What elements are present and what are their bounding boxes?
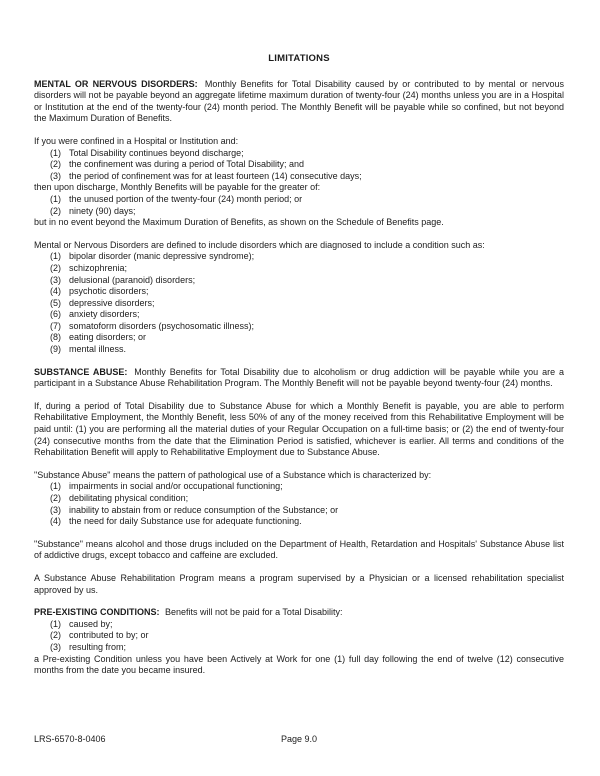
list-item-number: (8) <box>50 332 61 343</box>
mental-disorders-body: Monthly Benefits for Total Disability caused by or contributed to by mental or nervous disorders will not be payable beyond an aggregate lifetime maximum duration of twenty-four (24) months unless you are in a Hospital or Institution at the end of the twenty-four (24) month period. The Monthly Benefit will be payable while so confined, but not beyond the Maximum Duration of Benefits. <box>34 78 564 124</box>
list-item <box>50 344 564 356</box>
list-item-text: Total Disability continues beyond discharge; <box>69 147 244 158</box>
list-item-text: resulting from; <box>69 641 127 652</box>
list-item <box>50 298 564 310</box>
list-item-number: (1) <box>50 147 61 158</box>
list-item-text: the unused portion of the twenty-four (24) month period; or <box>69 193 303 204</box>
list-item-number: (3) <box>50 641 61 652</box>
mental-disorders-heading: MENTAL OR NERVOUS DISORDERS: <box>34 78 198 89</box>
confinement-conditions-list <box>34 148 564 183</box>
list-item-number: (9) <box>50 344 61 355</box>
disorders-defined-intro: Mental or Nervous Disorders are defined to include disorders which are diagnosed to include a condition such as: <box>34 239 485 250</box>
mental-disorders-paragraph <box>34 79 564 125</box>
list-item-text: depressive disorders; <box>69 297 155 308</box>
substance-abuse-characteristics-list <box>34 481 564 527</box>
list-item <box>50 275 564 287</box>
list-item-text: debilitating physical condition; <box>69 493 189 503</box>
list-item-number: (1) <box>50 193 61 204</box>
list-item <box>50 505 564 517</box>
no-event-line: but in no event beyond the Maximum Duration of Benefits, as shown on the Schedule of Benefits page. <box>34 217 444 228</box>
preexisting-conditions-list <box>34 619 564 654</box>
list-item-number: (2) <box>50 493 61 503</box>
substance-abuse-paragraph <box>34 367 564 390</box>
page-title: LIMITATIONS <box>268 53 330 64</box>
page-footer <box>34 734 564 746</box>
disorders-defined-list <box>34 251 564 355</box>
preexisting-conditions-heading: PRE-EXISTING CONDITIONS: <box>34 607 160 618</box>
list-item-text: inability to abstain from or reduce consumption of the Substance; or <box>69 504 339 515</box>
list-item-text: delusional (paranoid) disorders; <box>69 274 196 285</box>
list-item-number: (2) <box>50 630 61 641</box>
preexisting-conditions-tail: a Pre-existing Condition unless you have been Actively at Work for one (1) full day following the end of twelve (12) consecutive months from the date you became insured. <box>34 653 564 676</box>
substance-abuse-definition-intro: "Substance Abuse" means the pattern of pathological use of a Substance which is characterized by: <box>34 469 432 480</box>
list-item-text: the period of confinement was for at least fourteen (14) consecutive days; <box>69 170 362 181</box>
list-item-number: (3) <box>50 170 61 181</box>
list-item-number: (1) <box>50 618 61 629</box>
list-item-text: caused by; <box>69 618 113 629</box>
list-item <box>50 321 564 333</box>
list-item <box>50 206 564 218</box>
rehabilitation-program-paragraph: A Substance Abuse Rehabilitation Program means a program supervised by a Physician or a licensed rehabilitation specialist approved by us. <box>34 572 564 595</box>
list-item-number: (5) <box>50 297 61 308</box>
confined-intro-line: If you were confined in a Hospital or Institution and: <box>34 135 239 146</box>
discharge-greater-of-list <box>34 194 564 217</box>
preexisting-conditions-body: Benefits will not be paid for a Total Disability: <box>165 607 343 618</box>
list-item <box>50 148 564 160</box>
list-item-text: bipolar disorder (manic depressive syndrome); <box>69 251 255 262</box>
list-item-text: the confinement was during a period of Total Disability; and <box>69 159 304 170</box>
list-item-number: (2) <box>50 262 61 273</box>
list-item <box>50 332 564 344</box>
preexisting-conditions-paragraph <box>34 607 564 619</box>
list-item <box>50 516 564 528</box>
list-item <box>50 481 564 493</box>
list-item <box>50 630 564 642</box>
list-item-text: psychotic disorders; <box>69 286 149 297</box>
list-item <box>50 251 564 263</box>
list-item <box>50 619 564 631</box>
list-item <box>50 493 564 505</box>
form-number: LRS-6570-8-0406 <box>34 734 106 744</box>
list-item-number: (6) <box>50 309 61 320</box>
list-item <box>50 309 564 321</box>
list-item-text: mental illness. <box>69 344 127 355</box>
substance-abuse-heading: SUBSTANCE ABUSE: <box>34 366 128 377</box>
list-item-number: (2) <box>50 159 61 170</box>
substance-definition-paragraph: "Substance" means alcohol and those drugs included on the Department of Health, Retardation and Hospitals' Substance Abuse list of addictive drugs, except tobacco and caffeine are excluded. <box>34 538 564 561</box>
list-item-number: (7) <box>50 320 61 331</box>
rehabilitative-employment-paragraph: If, during a period of Total Disability due to Substance Abuse for which a Monthly Benefit is payable, you are able to perform Rehabilitative Employment, the Monthly Benefit, less 50% of any of the money received from this Rehabilitative Employment will be paid until: (1) you are performing all the material duties of your Regular Occupation on a full-time basis; or (2) the end of twenty-four (24) consecutive months from the date that the Elimination Period is satisfied, whichever is earlier. All terms and conditions of the Rehabilitation Benefit will apply to Rehabilitative Employment due to Substance Abuse. <box>34 400 564 458</box>
list-item <box>50 642 564 654</box>
list-item-number: (4) <box>50 516 61 527</box>
list-item-number: (3) <box>50 274 61 285</box>
list-item-text: eating disorders; or <box>69 332 147 343</box>
list-item-text: contributed to by; or <box>69 630 149 641</box>
list-item-text: somatoform disorders (psychosomatic illness); <box>69 320 255 331</box>
discharge-line: then upon discharge, Monthly Benefits will be payable for the greater of: <box>34 182 321 193</box>
list-item <box>50 263 564 275</box>
list-item-text: impairments in social and/or occupational functioning; <box>69 481 283 492</box>
list-item <box>50 159 564 171</box>
list-item <box>50 171 564 183</box>
list-item-number: (1) <box>50 481 61 492</box>
list-item-number: (3) <box>50 504 61 515</box>
list-item-text: anxiety disorders; <box>69 309 140 320</box>
list-item-text: the need for daily Substance use for adequate functioning. <box>69 516 302 527</box>
list-item-number: (1) <box>50 251 61 262</box>
list-item-number: (2) <box>50 205 61 216</box>
list-item-number: (4) <box>50 286 61 297</box>
list-item-text: ninety (90) days; <box>69 205 136 216</box>
list-item <box>50 194 564 206</box>
list-item <box>50 286 564 298</box>
page-number: Page 9.0 <box>280 734 318 744</box>
list-item-text: schizophrenia; <box>69 262 128 273</box>
substance-abuse-body: Monthly Benefits for Total Disability due to alcoholism or drug addiction will be payable while you are a participant in a Substance Abuse Rehabilitation Program. The Monthly Benefit will not be payable beyond twenty-four (24) months. <box>34 366 564 389</box>
